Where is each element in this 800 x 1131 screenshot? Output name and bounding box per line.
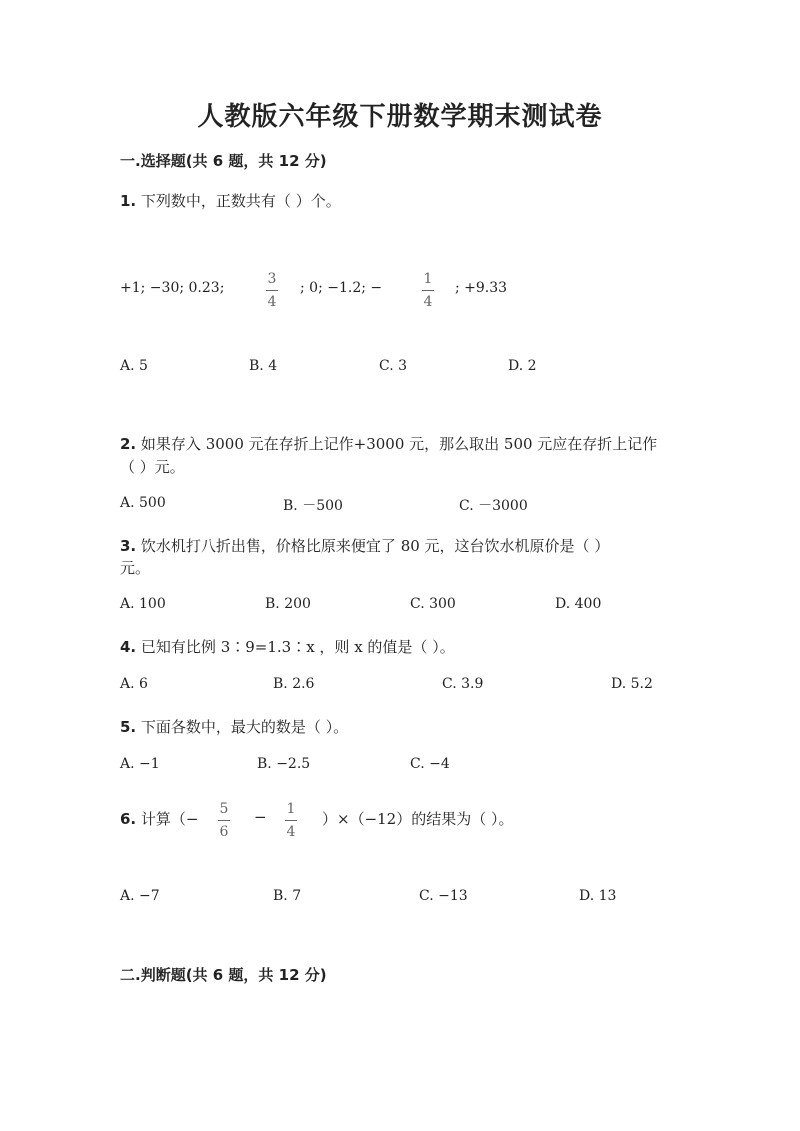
question-2-line2: （ ）元。 [120,458,185,476]
question-3 [120,535,609,556]
fraction-numerator: 1 [286,801,296,817]
question-number: 3. [120,537,137,555]
question-2 [120,433,657,454]
question-text: 已知有比例 3∶9=1.3∶x ，则 x 的值是（ ）。 [140,638,455,656]
question-number: 5. [120,718,137,736]
q3-option-c[interactable]: C. 300 [410,596,456,612]
fraction-one-quarter [422,272,434,309]
question-number: 1. [120,192,137,210]
question-3-line2: 元。 [120,559,151,577]
section-heading-judgement: 二.判断题(共 6 题，共 12 分) [120,966,327,984]
fraction-denominator: 6 [219,824,229,840]
page-title: 人教版六年级下册数学期末测试卷 [197,102,603,132]
q6-option-c[interactable]: C. −13 [419,888,468,904]
question-6-suffix: ）×（−12）的结果为（ ）。 [322,810,514,828]
q1-option-a[interactable]: A. 5 [120,358,148,374]
question-number: 4. [120,638,137,656]
q2-option-c[interactable]: C. －3000 [459,498,528,514]
q4-option-a[interactable]: A. 6 [120,676,148,692]
fraction-denominator: 4 [423,294,433,310]
question-text: 饮水机打八折出售，价格比原来便宜了 80 元，这台饮水机原价是（ ） [140,537,610,555]
question-5 [120,716,348,737]
fraction-numerator: 5 [219,801,229,817]
fraction-bar [422,290,434,291]
q3-option-a[interactable]: A. 100 [120,596,166,612]
question-6-prefix [120,808,199,829]
q4-option-c[interactable]: C. 3.9 [442,676,484,692]
q6-option-b[interactable]: B. 7 [273,888,302,904]
q3-option-d[interactable]: D. 400 [555,596,602,612]
fraction-bar [218,820,230,821]
number-sequence-part3: ; +9.33 [455,280,508,296]
fraction-bar [285,820,297,821]
question-number: 2. [120,435,137,453]
section-heading-choice: 一.选择题(共 6 题，共 12 分) [120,152,327,170]
question-4 [120,636,455,657]
q5-option-b[interactable]: B. −2.5 [257,756,311,772]
question-1 [120,190,341,211]
question-number: 6. [120,810,137,828]
q3-option-b[interactable]: B. 200 [265,596,311,612]
q6-option-a[interactable]: A. −7 [120,888,160,904]
q4-option-b[interactable]: B. 2.6 [273,676,315,692]
q2-option-b[interactable]: B. －500 [283,498,343,514]
minus-sign: − [254,808,267,826]
fraction-one-quarter-q6 [285,802,297,839]
number-sequence-part1: +1; −30; 0.23; [120,280,225,296]
q1-option-d[interactable]: D. 2 [508,358,537,374]
fraction-numerator: 1 [423,271,433,287]
question-text: 下面各数中，最大的数是（ ）。 [140,718,349,736]
q4-option-d[interactable]: D. 5.2 [611,676,653,692]
fraction-numerator: 3 [267,271,277,287]
question-text: 计算（− [140,810,199,828]
q5-option-a[interactable]: A. −1 [120,756,160,772]
fraction-denominator: 4 [286,824,296,840]
q1-option-c[interactable]: C. 3 [379,358,408,374]
q1-option-b[interactable]: B. 4 [249,358,278,374]
question-text: 如果存入 3000 元在存折上记作+3000 元，那么取出 500 元应在存折上记作 [140,435,658,453]
fraction-five-sixths [218,802,230,839]
question-text: 下列数中，正数共有（ ）个。 [140,192,341,210]
number-sequence-part2: ; 0; −1.2; − [300,280,383,296]
q5-option-c[interactable]: C. −4 [410,756,450,772]
fraction-bar [266,290,278,291]
q2-option-a[interactable]: A. 500 [120,495,166,511]
fraction-denominator: 4 [267,294,277,310]
fraction-three-quarters [266,272,278,309]
q6-option-d[interactable]: D. 13 [579,888,617,904]
